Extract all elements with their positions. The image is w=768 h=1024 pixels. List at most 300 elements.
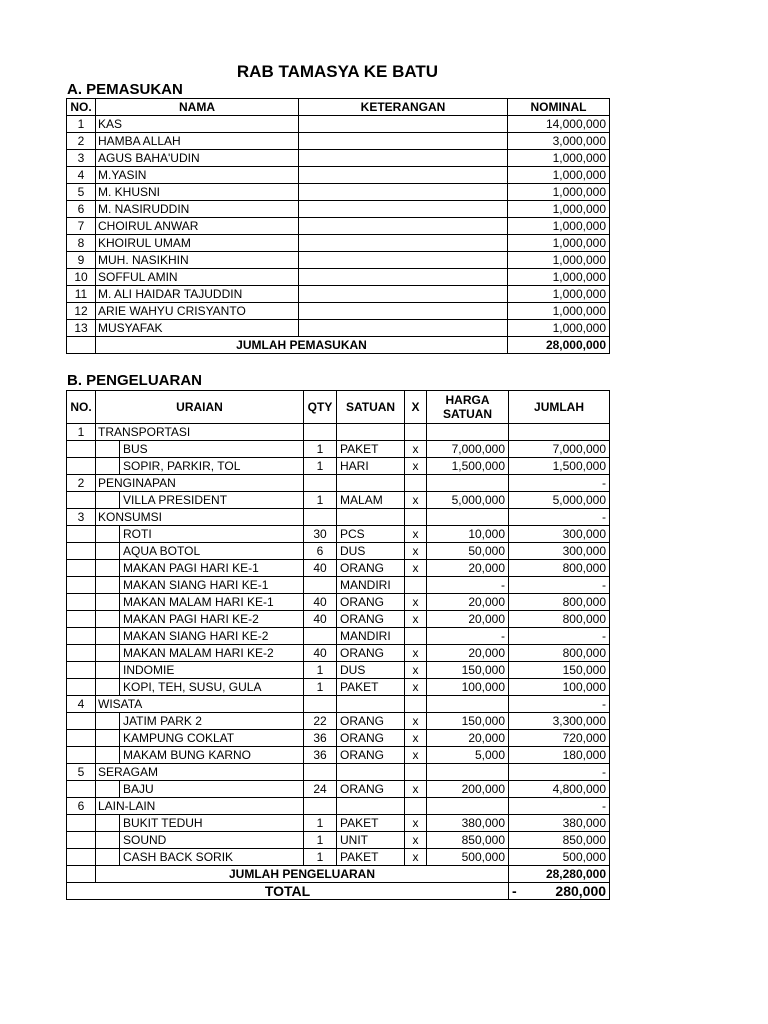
grand-total-value: 280,000 [555,883,607,899]
item-price: 200,000 [427,781,509,798]
item-qty [304,628,337,645]
group-jumlah [509,424,610,441]
row-note [299,218,508,235]
row-amount: 1,000,000 [508,235,610,252]
item-unit: HARI [337,458,405,475]
empty-cell [96,730,120,747]
item-jumlah: - [509,628,610,645]
col-note-header: KETERANGAN [299,99,508,116]
item-unit: PAKET [337,679,405,696]
expense-item-row [67,560,610,577]
item-price: 850,000 [427,832,509,849]
item-jumlah: - [509,577,610,594]
expense-group-row [67,764,610,781]
item-price: 5,000 [427,747,509,764]
row-note [299,269,508,286]
row-name: CHOIRUL ANWAR [96,218,299,235]
empty-cell [67,815,96,832]
item-jumlah: 300,000 [509,543,610,560]
item-jumlah: 3,300,000 [509,713,610,730]
item-qty: 40 [304,594,337,611]
group-jumlah: - [509,798,610,815]
row-note [299,150,508,167]
item-price: 500,000 [427,849,509,866]
row-number: 1 [67,116,96,133]
empty-cell [304,475,337,492]
item-unit: MALAM [337,492,405,509]
empty-cell [427,509,509,526]
row-amount: 1,000,000 [508,320,610,337]
row-amount: 3,000,000 [508,133,610,150]
empty-cell [427,798,509,815]
empty-cell [67,832,96,849]
empty-cell [405,798,427,815]
row-note [299,133,508,150]
empty-cell [96,628,120,645]
item-x: x [405,526,427,543]
item-x: x [405,458,427,475]
empty-cell [96,492,120,509]
empty-cell [304,509,337,526]
item-unit: DUS [337,543,405,560]
item-label: VILLA PRESIDENT [120,492,304,509]
item-qty: 1 [304,679,337,696]
item-unit: UNIT [337,832,405,849]
item-x: x [405,611,427,628]
empty-cell [96,679,120,696]
grand-total-label: TOTAL [67,883,509,900]
item-unit: ORANG [337,611,405,628]
col-harga-header: HARGA SATUAN [427,391,509,424]
item-unit: ORANG [337,645,405,662]
item-x: x [405,815,427,832]
col-name-header: NAMA [96,99,299,116]
group-jumlah: - [509,475,610,492]
expense-item-row [67,458,610,475]
item-unit: ORANG [337,747,405,764]
row-number: 2 [67,133,96,150]
row-name: AGUS BAHA'UDIN [96,150,299,167]
empty-cell [96,662,120,679]
row-amount: 1,000,000 [508,167,610,184]
col-uraian-header: URAIAN [96,391,304,424]
group-jumlah: - [509,764,610,781]
item-x: x [405,492,427,509]
item-price: - [427,577,509,594]
group-number: 3 [67,509,96,526]
item-price: 150,000 [427,662,509,679]
expense-item-row [67,594,610,611]
group-label: SERAGAM [96,764,304,781]
group-number: 4 [67,696,96,713]
empty-cell [96,815,120,832]
item-unit: ORANG [337,594,405,611]
row-amount: 1,000,000 [508,286,610,303]
empty-cell [96,611,120,628]
empty-cell [67,679,96,696]
item-price: 20,000 [427,645,509,662]
row-amount: 1,000,000 [508,303,610,320]
item-jumlah: 800,000 [509,645,610,662]
item-qty [304,577,337,594]
item-price: 20,000 [427,730,509,747]
item-qty: 1 [304,441,337,458]
income-row [67,116,610,133]
item-label: JATIM PARK 2 [120,713,304,730]
empty-cell [405,509,427,526]
expense-item-row [67,730,610,747]
item-jumlah: 720,000 [509,730,610,747]
grand-total-cell [509,883,610,900]
empty-cell [304,696,337,713]
item-price: 7,000,000 [427,441,509,458]
row-note [299,116,508,133]
income-row [67,201,610,218]
expense-subtotal-row [67,866,610,883]
group-label: LAIN-LAIN [96,798,304,815]
row-note [299,201,508,218]
income-row [67,286,610,303]
row-amount: 1,000,000 [508,184,610,201]
row-number: 5 [67,184,96,201]
row-amount: 1,000,000 [508,201,610,218]
item-unit: PCS [337,526,405,543]
item-price: 5,000,000 [427,492,509,509]
item-price: 20,000 [427,594,509,611]
empty-cell [67,560,96,577]
item-jumlah: 4,800,000 [509,781,610,798]
item-qty: 40 [304,560,337,577]
item-price: 20,000 [427,560,509,577]
item-unit: ORANG [337,713,405,730]
row-amount: 1,000,000 [508,218,610,235]
item-unit: MANDIRI [337,628,405,645]
item-qty: 24 [304,781,337,798]
empty-cell [67,645,96,662]
expense-header-row [67,391,610,424]
empty-cell [67,849,96,866]
item-unit: MANDIRI [337,577,405,594]
item-x [405,628,427,645]
row-name: M.YASIN [96,167,299,184]
item-label: MAKAM BUNG KARNO [120,747,304,764]
group-label: KONSUMSI [96,509,304,526]
empty-cell [96,713,120,730]
income-row [67,150,610,167]
expense-item-row [67,849,610,866]
item-unit: ORANG [337,781,405,798]
row-number: 10 [67,269,96,286]
expense-group-row [67,798,610,815]
expense-item-row [67,577,610,594]
row-note [299,167,508,184]
empty-cell [67,441,96,458]
item-unit: ORANG [337,730,405,747]
item-jumlah: 300,000 [509,526,610,543]
income-total-value: 28,000,000 [508,337,610,354]
item-jumlah: 150,000 [509,662,610,679]
empty-cell [405,764,427,781]
empty-cell [96,560,120,577]
empty-cell [96,747,120,764]
item-qty: 1 [304,832,337,849]
row-number: 9 [67,252,96,269]
item-qty: 22 [304,713,337,730]
item-x: x [405,560,427,577]
expense-item-row [67,713,610,730]
income-table [66,98,610,354]
item-jumlah: 1,500,000 [509,458,610,475]
empty-cell [304,764,337,781]
expense-group-row [67,424,610,441]
income-total-label: JUMLAH PEMASUKAN [96,337,508,354]
col-x-header: X [405,391,427,424]
expense-item-row [67,611,610,628]
expense-group-row [67,696,610,713]
item-label: ROTI [120,526,304,543]
item-label: MAKAN MALAM HARI KE-2 [120,645,304,662]
item-label: SOUND [120,832,304,849]
empty-cell [67,611,96,628]
expense-subtotal-value: 28,280,000 [509,866,610,883]
empty-cell [405,424,427,441]
item-qty: 1 [304,458,337,475]
item-price: 100,000 [427,679,509,696]
item-x: x [405,849,427,866]
row-number: 7 [67,218,96,235]
item-price: 380,000 [427,815,509,832]
item-label: MAKAN PAGI HARI KE-2 [120,611,304,628]
income-row [67,133,610,150]
group-number: 2 [67,475,96,492]
item-jumlah: 800,000 [509,560,610,577]
empty-cell [67,337,96,354]
item-x: x [405,679,427,696]
row-name: KHOIRUL UMAM [96,235,299,252]
col-satuan-header: SATUAN [337,391,405,424]
item-qty: 30 [304,526,337,543]
empty-cell [67,866,96,883]
group-number: 1 [67,424,96,441]
item-label: MAKAN PAGI HARI KE-1 [120,560,304,577]
row-amount: 1,000,000 [508,150,610,167]
empty-cell [96,832,120,849]
item-price: 50,000 [427,543,509,560]
expense-group-row [67,509,610,526]
empty-cell [67,458,96,475]
income-heading: A. PEMASUKAN [67,81,183,98]
item-label: BUKIT TEDUH [120,815,304,832]
empty-cell [67,577,96,594]
empty-cell [67,713,96,730]
row-amount: 1,000,000 [508,252,610,269]
item-qty: 1 [304,492,337,509]
item-label: BAJU [120,781,304,798]
group-label: TRANSPORTASI [96,424,304,441]
expense-item-row [67,781,610,798]
item-qty: 1 [304,662,337,679]
item-price: 1,500,000 [427,458,509,475]
empty-cell [67,526,96,543]
item-qty: 40 [304,645,337,662]
expense-item-row [67,815,610,832]
expense-item-row [67,526,610,543]
row-number: 12 [67,303,96,320]
income-header-row [67,99,610,116]
row-name: MUH. NASIKHIN [96,252,299,269]
expense-item-row [67,543,610,560]
item-jumlah: 7,000,000 [509,441,610,458]
expense-group-row [67,475,610,492]
empty-cell [304,798,337,815]
item-jumlah: 100,000 [509,679,610,696]
item-jumlah: 5,000,000 [509,492,610,509]
item-qty: 36 [304,747,337,764]
item-jumlah: 180,000 [509,747,610,764]
empty-cell [337,696,405,713]
empty-cell [405,475,427,492]
expense-item-row [67,747,610,764]
item-price: - [427,628,509,645]
expense-table [66,390,610,900]
col-no-header: NO. [67,391,96,424]
row-number: 6 [67,201,96,218]
row-amount: 1,000,000 [508,269,610,286]
item-qty: 36 [304,730,337,747]
empty-cell [67,492,96,509]
item-label: KAMPUNG COKLAT [120,730,304,747]
expense-item-row [67,679,610,696]
empty-cell [67,662,96,679]
group-jumlah: - [509,509,610,526]
row-name: ARIE WAHYU CRISYANTO [96,303,299,320]
row-name: M. NASIRUDDIN [96,201,299,218]
item-x [405,577,427,594]
item-x: x [405,713,427,730]
income-row [67,184,610,201]
col-qty-header: QTY [304,391,337,424]
income-row [67,218,610,235]
item-x: x [405,594,427,611]
item-label: AQUA BOTOL [120,543,304,560]
row-number: 4 [67,167,96,184]
expense-item-row [67,628,610,645]
item-x: x [405,730,427,747]
empty-cell [337,798,405,815]
income-row [67,167,610,184]
empty-cell [96,458,120,475]
item-unit: DUS [337,662,405,679]
expense-item-row [67,441,610,458]
grand-total-sign: - [512,883,517,899]
row-note [299,184,508,201]
empty-cell [96,577,120,594]
item-label: BUS [120,441,304,458]
row-number: 3 [67,150,96,167]
group-number: 6 [67,798,96,815]
item-x: x [405,543,427,560]
row-note [299,303,508,320]
item-unit: ORANG [337,560,405,577]
item-x: x [405,441,427,458]
row-name: KAS [96,116,299,133]
group-label: PENGINAPAN [96,475,304,492]
item-qty: 1 [304,849,337,866]
row-note [299,286,508,303]
expense-item-row [67,492,610,509]
row-name: M. KHUSNI [96,184,299,201]
group-number: 5 [67,764,96,781]
expense-item-row [67,832,610,849]
income-row [67,252,610,269]
empty-cell [304,424,337,441]
item-x: x [405,781,427,798]
expense-item-row [67,645,610,662]
empty-cell [67,730,96,747]
item-x: x [405,747,427,764]
item-label: INDOMIE [120,662,304,679]
item-price: 150,000 [427,713,509,730]
row-name: M. ALI HAIDAR TAJUDDIN [96,286,299,303]
item-unit: PAKET [337,849,405,866]
empty-cell [427,424,509,441]
empty-cell [337,424,405,441]
empty-cell [337,475,405,492]
group-jumlah: - [509,696,610,713]
item-label: KOPI, TEH, SUSU, GULA [120,679,304,696]
group-label: WISATA [96,696,304,713]
row-name: MUSYAFAK [96,320,299,337]
item-jumlah: 800,000 [509,594,610,611]
item-jumlah: 380,000 [509,815,610,832]
expense-item-row [67,662,610,679]
row-number: 11 [67,286,96,303]
income-row [67,235,610,252]
item-label: CASH BACK SORIK [120,849,304,866]
empty-cell [427,696,509,713]
item-x: x [405,662,427,679]
expense-subtotal-label: JUMLAH PENGELUARAN [96,866,509,883]
empty-cell [96,441,120,458]
item-jumlah: 500,000 [509,849,610,866]
empty-cell [96,526,120,543]
expense-heading: B. PENGELUARAN [67,372,203,389]
row-note [299,320,508,337]
empty-cell [67,628,96,645]
item-unit: PAKET [337,815,405,832]
empty-cell [67,781,96,798]
grand-total-row [67,883,610,900]
row-note [299,252,508,269]
empty-cell [427,475,509,492]
item-qty: 1 [304,815,337,832]
empty-cell [96,543,120,560]
item-price: 20,000 [427,611,509,628]
row-number: 8 [67,235,96,252]
item-label: MAKAN SIANG HARI KE-1 [120,577,304,594]
income-row [67,303,610,320]
item-label: SOPIR, PARKIR, TOL [120,458,304,475]
empty-cell [67,594,96,611]
row-name: HAMBA ALLAH [96,133,299,150]
item-unit: PAKET [337,441,405,458]
item-x: x [405,645,427,662]
income-row [67,269,610,286]
empty-cell [96,645,120,662]
empty-cell [337,764,405,781]
item-x: x [405,832,427,849]
col-nominal-header: NOMINAL [508,99,610,116]
